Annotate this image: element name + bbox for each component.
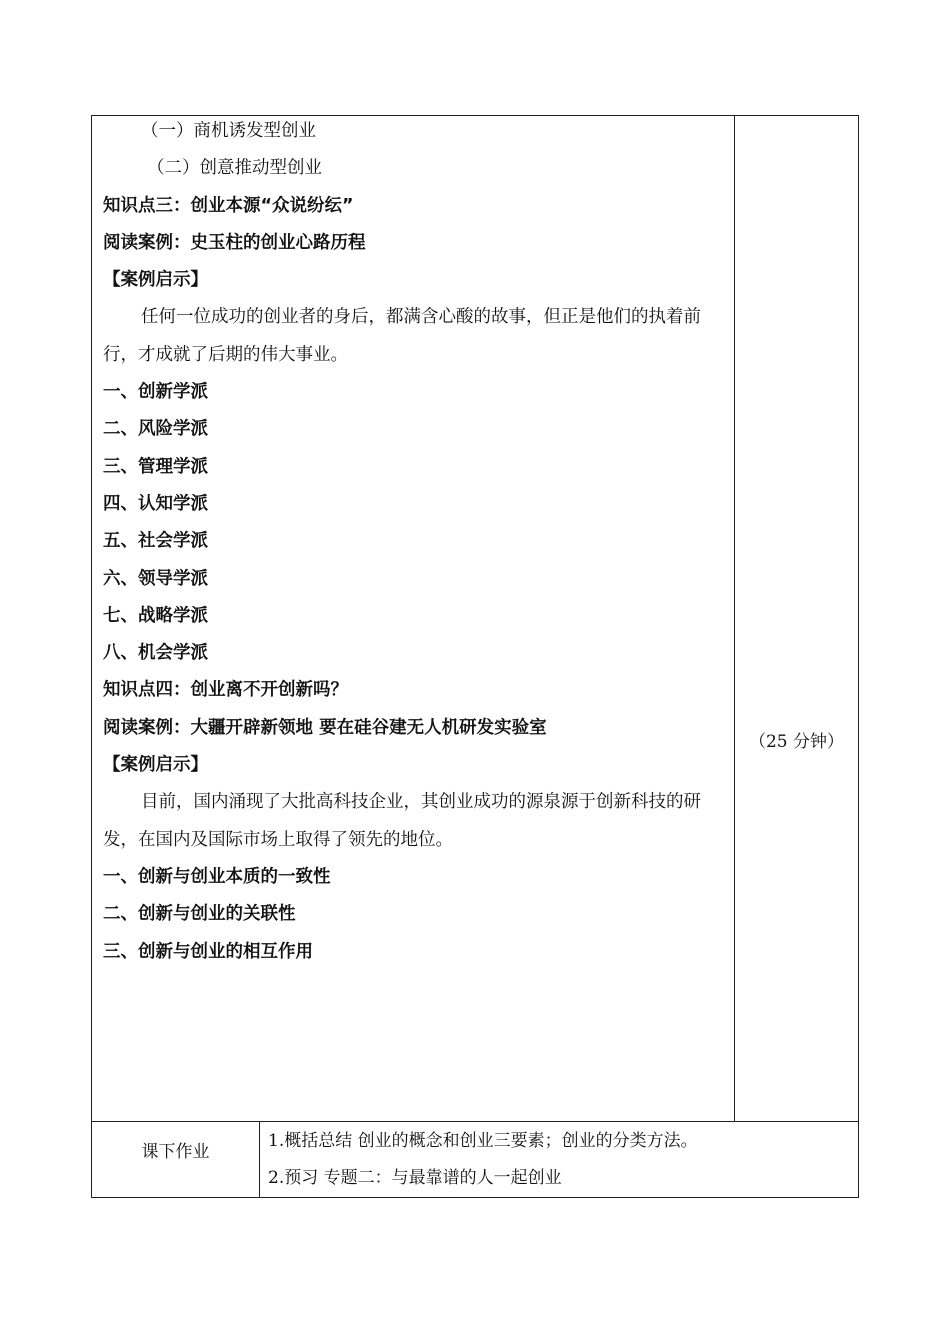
knowledge-point-4: 知识点四：创业离不开创新吗？	[103, 680, 348, 701]
case-insight-text-1: 任何一位成功的创业者的身后，都满含心酸的故事，但正是他们的执着前行，才成就了后期的伟大事业。	[103, 307, 701, 365]
subtopic-1: （一）商机诱发型创业	[141, 121, 316, 141]
school-item: 七、战略学派	[103, 605, 208, 626]
case-insight-text-2: 目前，国内涌现了大批高科技企业，其创业成功的源泉源于创新科技的研发，在国内及国际市场上取得了领先的地位。	[103, 792, 701, 850]
relation-item: 三、创新与创业的相互作用	[103, 941, 313, 962]
relation-item: 二、创新与创业的关联性	[103, 904, 296, 925]
lesson-content	[103, 113, 728, 971]
row-divider	[91, 1121, 859, 1122]
time-note: （25 分钟）	[748, 732, 845, 752]
homework-divider	[259, 1121, 260, 1198]
school-item: 八、机会学派	[103, 643, 208, 664]
reading-case-1: 阅读案例：史玉柱的创业心路历程	[103, 232, 366, 253]
homework-label: 课下作业	[141, 1142, 210, 1162]
school-item: 一、创新学派	[103, 382, 208, 403]
school-item: 四、认知学派	[103, 493, 208, 514]
homework-item-1: 1.概括总结 创业的概念和创业三要素；创业的分类方法。	[268, 1131, 698, 1151]
school-item: 六、领导学派	[103, 568, 208, 589]
case-insight-heading-2: 【案例启示】	[103, 755, 208, 776]
school-item: 五、社会学派	[103, 531, 208, 552]
school-item: 二、风险学派	[103, 419, 208, 440]
relation-item: 一、创新与创业本质的一致性	[103, 866, 331, 887]
case-insight-heading-1: 【案例启示】	[103, 270, 208, 291]
knowledge-point-3: 知识点三：创业本源“众说纷纭”	[103, 195, 354, 216]
column-divider	[734, 115, 735, 1122]
reading-case-2: 阅读案例：大疆开辟新领地 要在硅谷建无人机研发实验室	[103, 717, 547, 738]
school-item: 三、管理学派	[103, 456, 208, 477]
subtopic-2: （二）创意推动型创业	[147, 158, 322, 179]
homework-item-2: 2.预习 专题二：与最靠谱的人一起创业	[268, 1168, 562, 1188]
